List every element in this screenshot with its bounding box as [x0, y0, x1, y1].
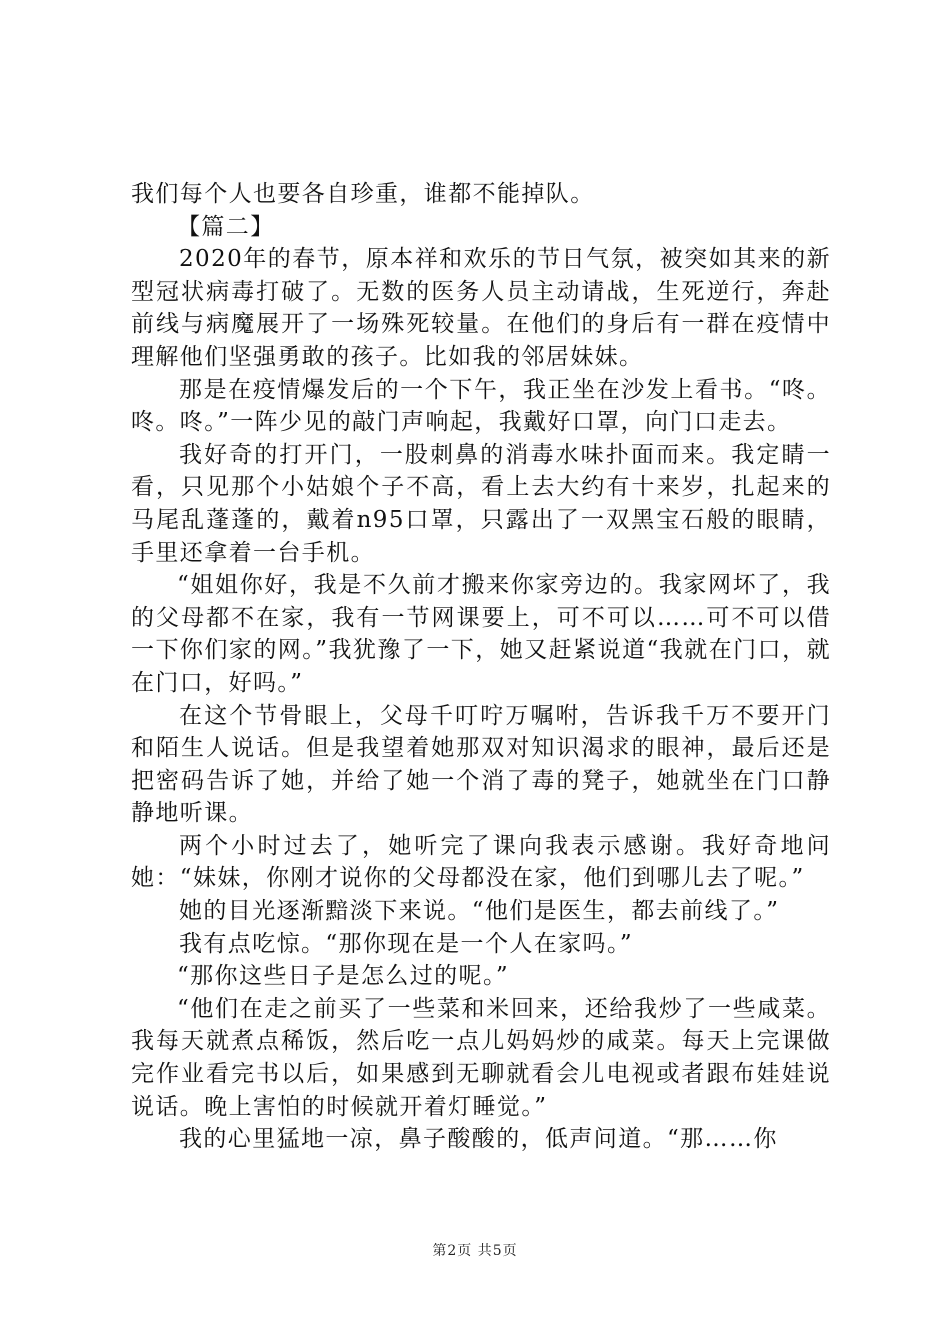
paragraph: 两个小时过去了，她听完了课向我表示感谢。我好奇地问她：“妹妹，你刚才说你的父母都没在家，他们到哪儿去了呢。”: [131, 832, 831, 892]
paragraph: 我有点吃惊。“那你现在是一个人在家吗。”: [179, 930, 634, 957]
body-text: [131, 178, 831, 1156]
section-heading: 【篇二】: [177, 213, 275, 240]
paragraph: 2020年的春节，原本祥和欢乐的节日气氛，被突如其来的新型冠状病毒打破了。无数的医务人员主动请战，生死逆行，奔赴前线与病魔展开了一场殊死较量。在他们的身后有一群在疫情中理解他们坚强勇敢的孩子。比如我的邻居妹妹。: [131, 246, 831, 370]
paragraph-continuation: 我们每个人也要各自珍重，谁都不能掉队。: [131, 181, 595, 207]
paragraph: 在这个节骨眼上，父母千叮咛万嘱咐，告诉我千万不要开门和陌生人说话。但是我望着她那双对知识渴求的眼神，最后还是把密码告诉了她，并给了她一个消了毒的凳子，她就坐在门口静静地听课。: [131, 702, 831, 827]
paragraph: 那是在疫情爆发后的一个下午，我正坐在沙发上看书。“咚。咚。咚。”一阵少见的敲门声响起，我戴好口罩，向门口走去。: [131, 376, 831, 436]
paragraph: 我好奇的打开门，一股刺鼻的消毒水味扑面而来。我定睛一看，只见那个小姑娘个子不高，看上去大约有十来岁，扎起来的马尾乱蓬蓬的，戴着n95口罩，只露出了一双黑宝石般的眼睛，手里还拿着一台手机。: [131, 441, 831, 566]
page-number-footer: 第2页 共5页: [432, 1243, 518, 1259]
paragraph: 她的目光逐渐黯淡下来说。“他们是医生，都去前线了。”: [179, 898, 780, 925]
paragraph: “姐姐你好，我是不久前才搬来你家旁边的。我家网坏了，我的父母都不在家，我有一节网课要上，可不可以……可不可以借一下你们家的网。”我犹豫了一下，她又赶紧说道“我就在门口，就在门口，好吗。”: [131, 572, 831, 696]
paragraph: 我的心里猛地一凉，鼻子酸酸的，低声问道。“那……你: [179, 1126, 778, 1153]
paragraph: “那你这些日子是怎么过的呢。”: [177, 963, 510, 990]
paragraph: “他们在走之前买了一些菜和米回来，还给我炒了一些咸菜。我每天就煮点稀饭，然后吃一点儿妈妈炒的咸菜。每天上完课做完作业看完书以后，如果感到无聊就看会儿电视或者跟布娃娃说说话。晚上害怕的时候就开着灯睡觉。”: [131, 995, 831, 1120]
